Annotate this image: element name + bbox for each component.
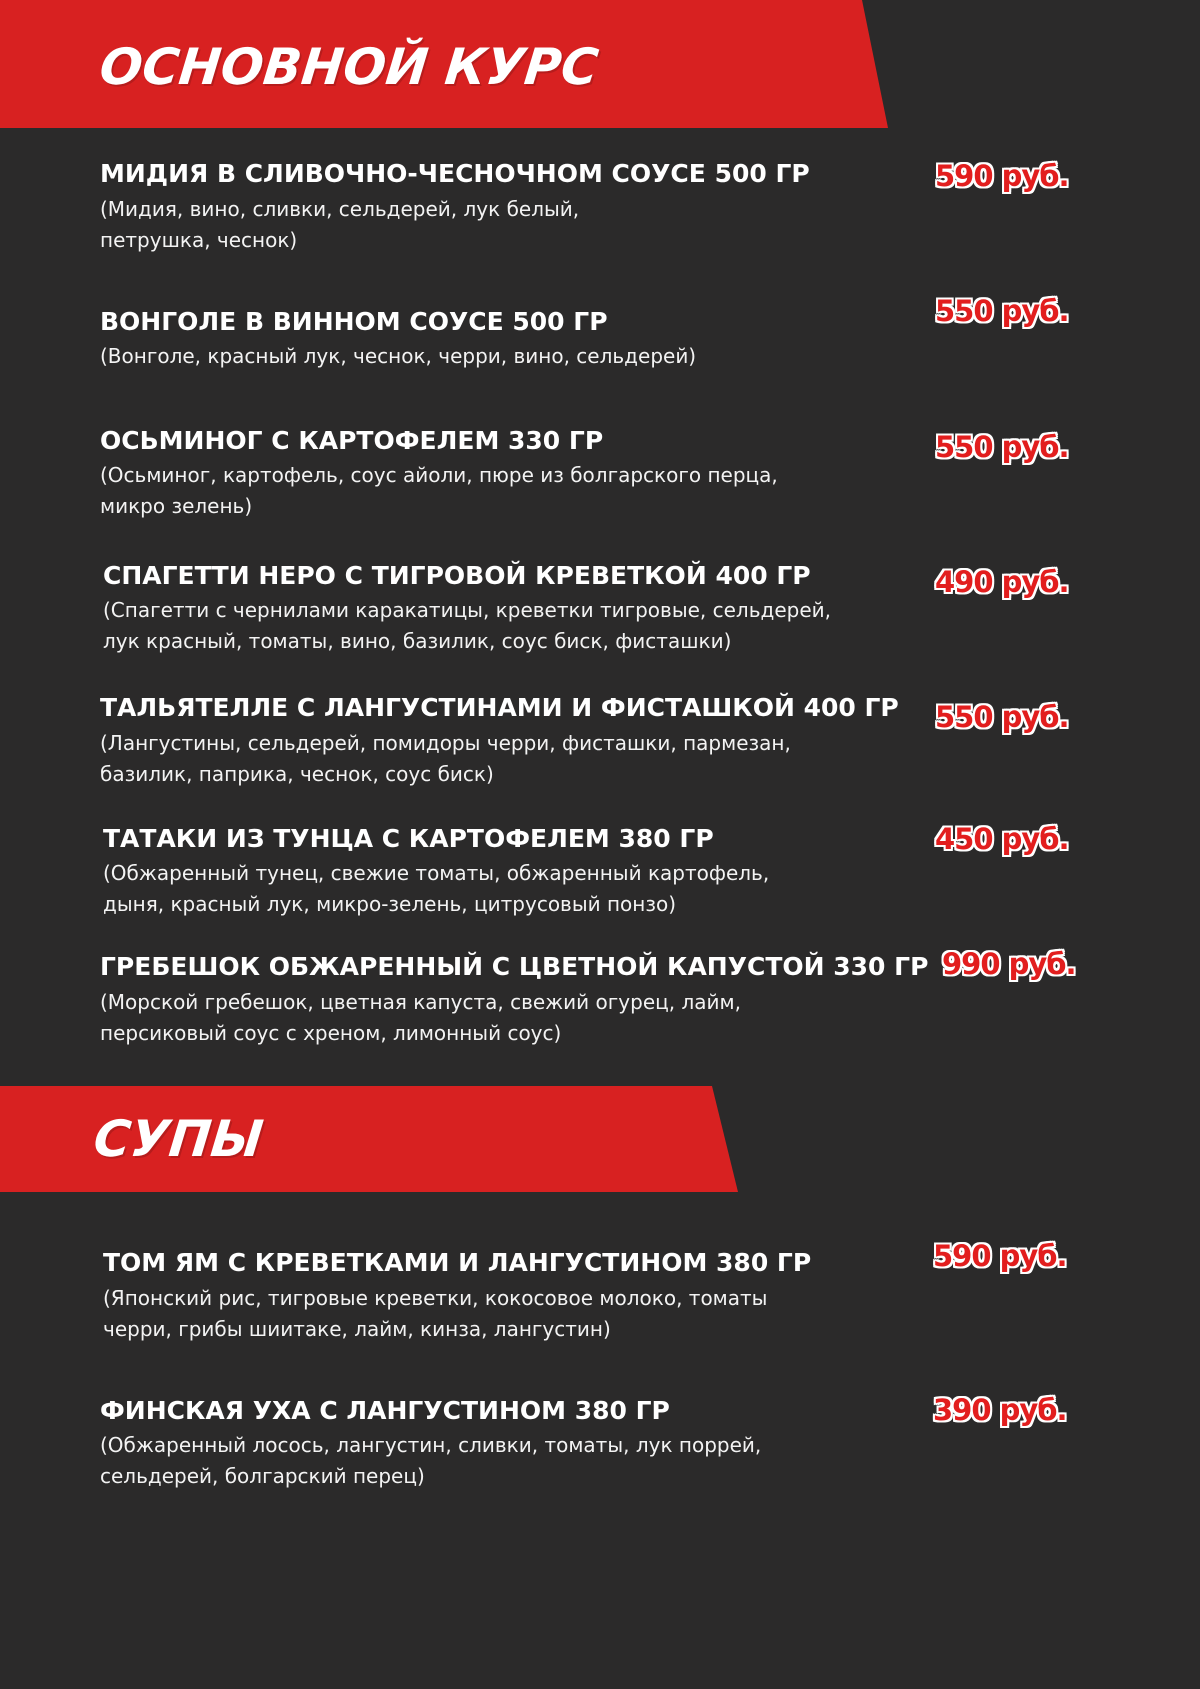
menu-item-description-line: лук красный, томаты, вино, базилик, соус биск, фисташки) <box>103 629 732 653</box>
menu-item-description-line: (Мидия, вино, сливки, сельдерей, лук белый, <box>100 197 580 221</box>
menu-item-price: 550 руб. <box>935 294 1069 328</box>
section-title-soups: СУПЫ <box>90 1110 266 1168</box>
menu-item-name: ТАЛЬЯТЕЛЛЕ С ЛАНГУСТИНАМИ И ФИСТАШКОЙ 400 ГР <box>100 693 899 722</box>
menu-item-description-line: (Обжаренный лосось, лангустин, сливки, томаты, лук поррей, <box>100 1433 762 1457</box>
menu-item-name: ОСЬМИНОГ С КАРТОФЕЛЕМ 330 ГР <box>100 426 604 455</box>
menu-item-description <box>103 858 843 920</box>
menu-item-description-line: петрушка, чеснок) <box>100 228 298 252</box>
menu-item-description <box>103 595 843 657</box>
menu-item-description-line: (Японский рис, тигровые креветки, кокосовое молоко, томаты <box>103 1286 768 1310</box>
menu-item-description-line: (Морской гребешок, цветная капуста, свежий огурец, лайм, <box>100 990 741 1014</box>
menu-item-description-line: черри, грибы шиитаке, лайм, кинза, лангустин) <box>103 1317 611 1341</box>
menu-item-description <box>100 1430 840 1492</box>
menu-item-description-line: (Лангустины, сельдерей, помидоры черри, фисташки, пармезан, <box>100 731 791 755</box>
menu-item-price: 490 руб. <box>935 565 1069 599</box>
menu-item-description <box>100 987 840 1049</box>
menu-item-name: ФИНСКАЯ УХА С ЛАНГУСТИНОМ 380 ГР <box>100 1396 670 1425</box>
menu-item-price: 990 руб. <box>942 947 1076 981</box>
menu-item-name: ТАТАКИ ИЗ ТУНЦА С КАРТОФЕЛЕМ 380 ГР <box>103 824 714 853</box>
menu-item-price: 390 руб. <box>933 1393 1067 1427</box>
menu-item-name: СПАГЕТТИ НЕРО С ТИГРОВОЙ КРЕВЕТКОЙ 400 ГР <box>103 561 811 590</box>
menu-item-description-line: дыня, красный лук, микро-зелень, цитрусовый понзо) <box>103 892 677 916</box>
menu-item-description <box>100 460 840 522</box>
menu-item-price: 550 руб. <box>935 700 1069 734</box>
menu-item-description-line: базилик, паприка, чеснок, соус биск) <box>100 762 494 786</box>
menu-item-description-line: сельдерей, болгарский перец) <box>100 1464 425 1488</box>
menu-item-description-line: (Обжаренный тунец, свежие томаты, обжаренный картофель, <box>103 861 770 885</box>
menu-item-description <box>103 1283 843 1345</box>
menu-item-description-line: (Спагетти с чернилами каракатицы, креветки тигровые, сельдерей, <box>103 598 831 622</box>
menu-item-name: ВОНГОЛЕ В ВИННОМ СОУСЕ 500 ГР <box>100 307 608 336</box>
menu-item-name: МИДИЯ В СЛИВОЧНО-ЧЕСНОЧНОМ СОУСЕ 500 ГР <box>100 159 810 188</box>
menu-item-name: ТОМ ЯМ С КРЕВЕТКАМИ И ЛАНГУСТИНОМ 380 ГР <box>103 1248 812 1277</box>
menu-item-description-line: (Осьминог, картофель, соус айоли, пюре из болгарского перца, <box>100 463 778 487</box>
menu-item-description <box>100 728 840 790</box>
menu-item-price: 590 руб. <box>933 1239 1067 1273</box>
menu-item-description-line: персиковый соус с хреном, лимонный соус) <box>100 1021 562 1045</box>
menu-item-description-line: (Вонголе, красный лук, чеснок, черри, вино, сельдерей) <box>100 344 697 368</box>
section-title-main-course: ОСНОВНОЙ КУРС <box>96 38 602 96</box>
menu-item-name: ГРЕБЕШОК ОБЖАРЕННЫЙ С ЦВЕТНОЙ КАПУСТОЙ 330 ГР <box>100 952 929 981</box>
menu-item-price: 590 руб. <box>935 159 1069 193</box>
menu-item-description <box>100 341 840 372</box>
menu-item-description-line: микро зелень) <box>100 494 253 518</box>
menu-item-price: 550 руб. <box>935 430 1069 464</box>
menu-item-price: 450 руб. <box>935 822 1069 856</box>
menu-item-description <box>100 194 840 256</box>
